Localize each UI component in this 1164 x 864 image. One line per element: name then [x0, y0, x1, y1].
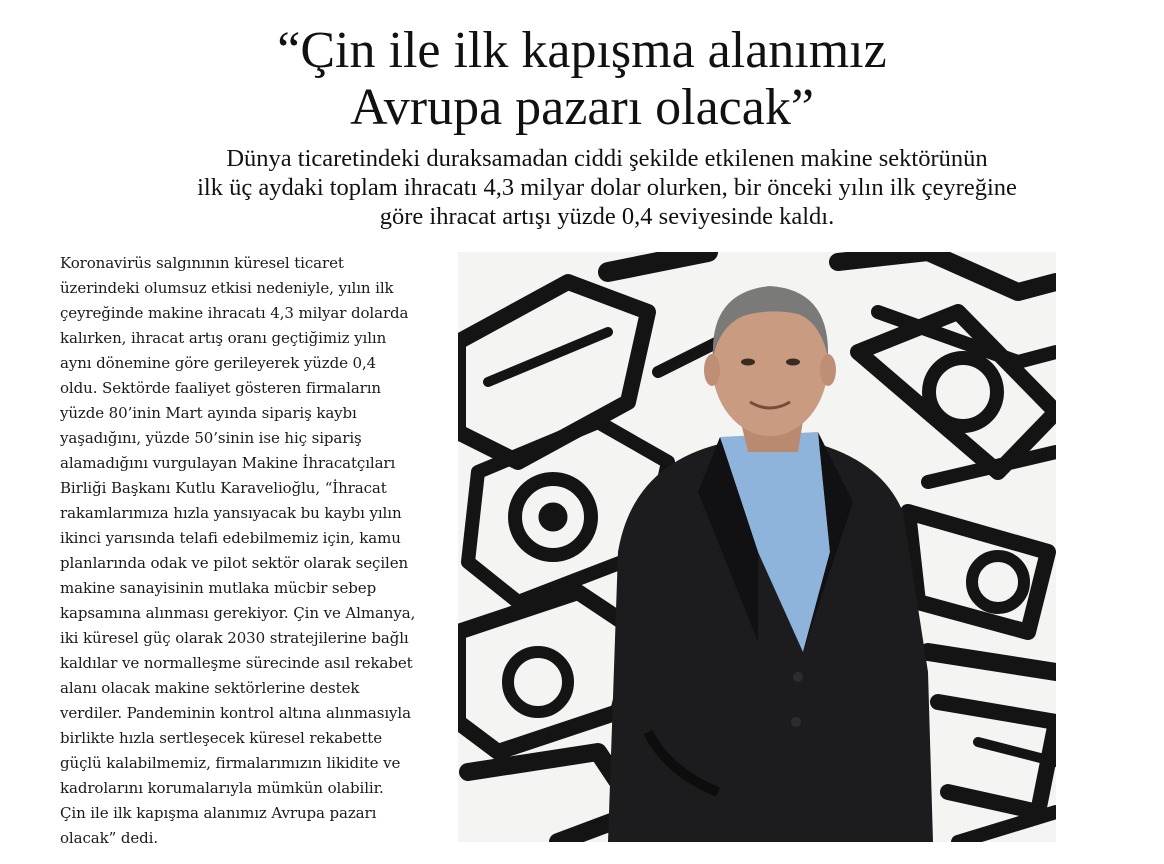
portrait-photo — [458, 252, 1056, 842]
body-line: alanı olacak makine sektörlerine destek — [60, 679, 360, 697]
body-line: güçlü kalabilmemiz, firmalarımızın likidite ve — [60, 754, 401, 772]
body-line: çeyreğinde makine ihracatı 4,3 milyar dolarda — [60, 304, 409, 322]
article-headline — [0, 22, 1164, 136]
subhead-line-1: Dünya ticaretindeki duraksamadan ciddi şekilde etkilenen makine sektörünün — [226, 145, 988, 172]
body-line: yaşadığını, yüzde 50’sinin ise hiç sipariş — [60, 429, 362, 447]
body-line: kapsamına alınması gerekiyor. Çin ve Almanya, — [60, 604, 416, 622]
headline-line-1: “Çin ile ilk kapışma alanımız — [277, 22, 887, 79]
jacket-button — [793, 672, 803, 682]
body-line: kalırken, ihracat artış oranı geçtiğimiz yılın — [60, 329, 387, 347]
body-line: birlikte hızla sertleşecek küresel rekabette — [60, 729, 382, 747]
body-line: yüzde 80’inin Mart ayında sipariş kaybı — [60, 404, 357, 422]
subhead-line-2: ilk üç aydaki toplam ihracatı 4,3 milyar dolar olurken, bir önceki yılın ilk çeyreğine — [197, 174, 1017, 201]
body-line: iki küresel güç olarak 2030 stratejilerine bağlı — [60, 629, 409, 647]
body-line: Birliği Başkanı Kutlu Karavelioğlu, “İhracat — [60, 479, 387, 497]
left-eye — [741, 359, 755, 366]
body-line: alamadığını vurgulayan Makine İhracatçıları — [60, 454, 396, 472]
headline-line-2: Avrupa pazarı olacak” — [350, 79, 814, 136]
body-line: verdiler. Pandeminin kontrol altına alınmasıyla — [60, 704, 411, 722]
left-ear — [704, 354, 720, 386]
body-line: aynı dönemine göre gerileyerek yüzde 0,4 — [60, 354, 377, 372]
body-line: planlarında odak ve pilot sektör olarak seçilen — [60, 554, 409, 572]
body-line: Çin ile ilk kapışma alanımız Avrupa pazarı — [60, 804, 377, 822]
body-line: ikinci yarısında telafi edebilmemiz için, kamu — [60, 529, 401, 547]
body-line: makine sanayisinin mutlaka mücbir sebep — [60, 579, 377, 597]
body-line: rakamlarımıza hızla yansıyacak bu kaybı yılın — [60, 504, 402, 522]
right-eye — [786, 359, 800, 366]
right-ear — [820, 354, 836, 386]
body-line: kaldılar ve normalleşme sürecinde asıl rekabet — [60, 654, 413, 672]
jacket-button — [791, 717, 801, 727]
body-line: oldu. Sektörde faaliyet gösteren firmaların — [60, 379, 381, 397]
portrait-illustration — [458, 252, 1056, 842]
body-line: olacak” dedi. — [60, 829, 158, 847]
article-body — [60, 251, 450, 851]
body-line: kadrolarını korumalarıyla mümkün olabilir. — [60, 779, 384, 797]
body-line: üzerindeki olumsuz etkisi nedeniyle, yılın ilk — [60, 279, 394, 297]
subhead-line-3: göre ihracat artışı yüzde 0,4 seviyesinde kaldı. — [379, 203, 835, 230]
body-line: Koronavirüs salgınının küresel ticaret — [60, 254, 344, 272]
article-subheadline — [60, 144, 1154, 231]
